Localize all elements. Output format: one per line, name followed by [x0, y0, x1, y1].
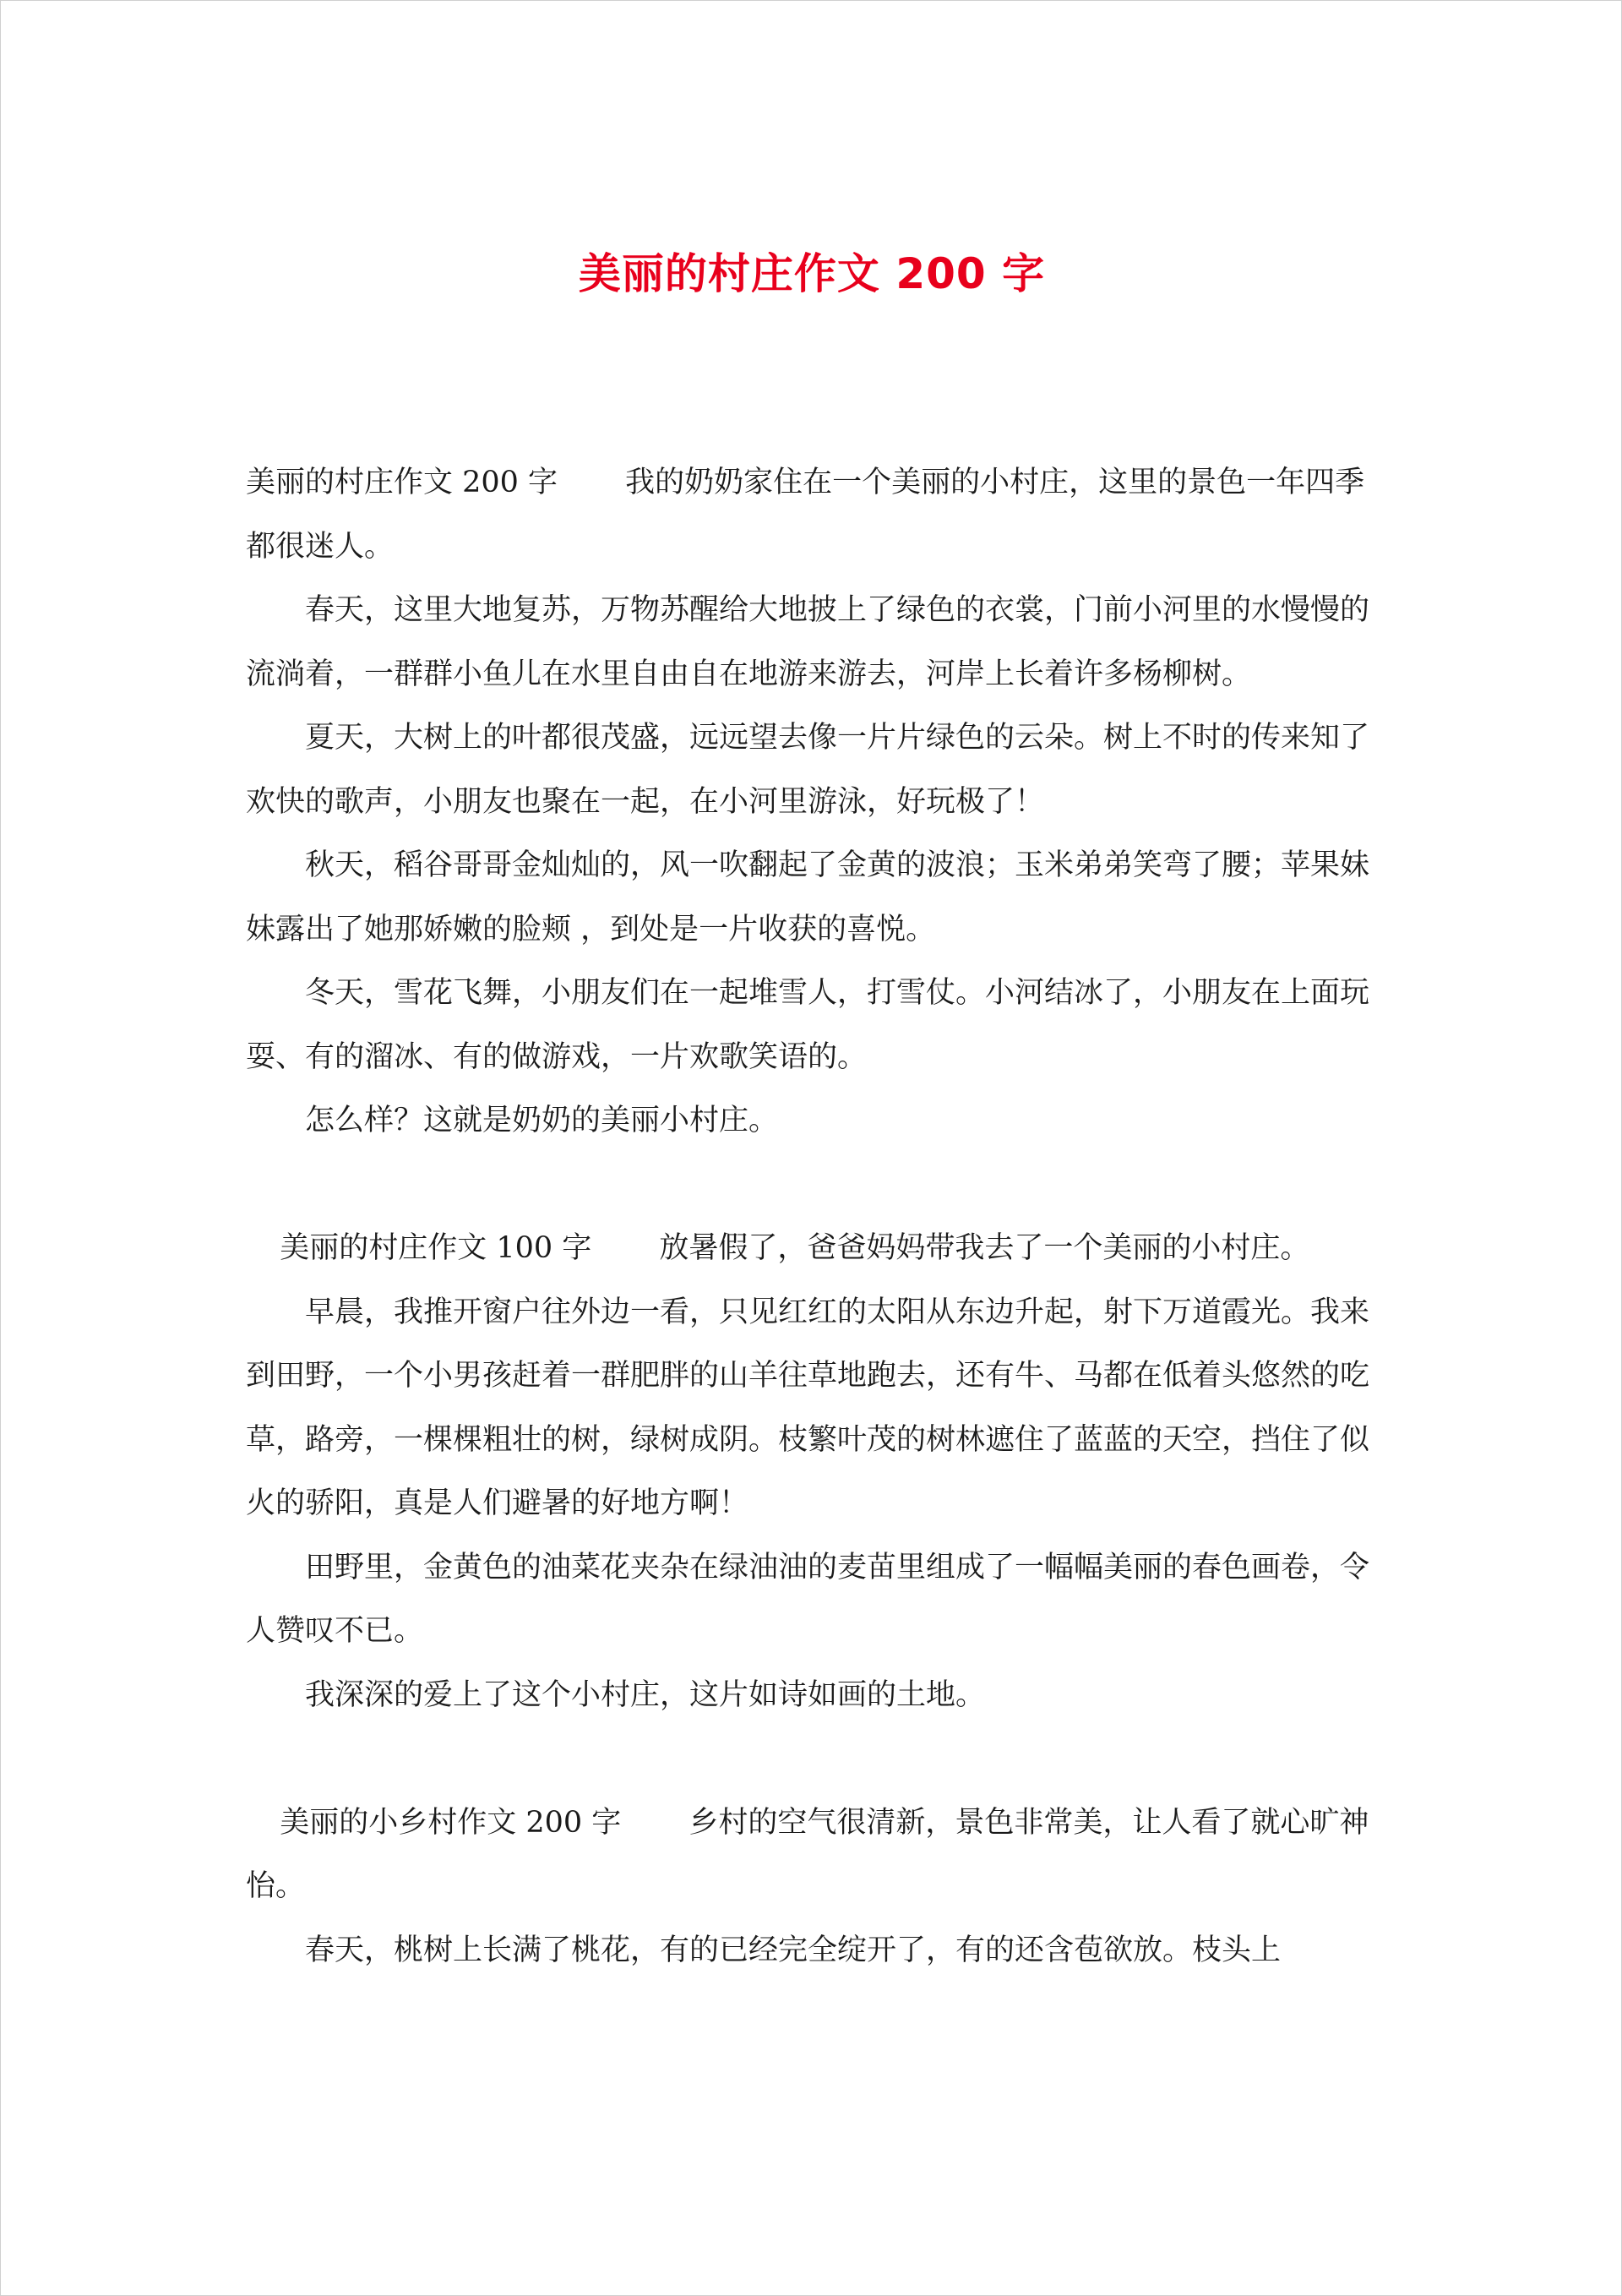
essay-3-paragraph: 春天，桃树上长满了桃花，有的已经完全绽开了，有的还含苞欲放。枝头上 [305, 1933, 1282, 1967]
essay-2-paragraph: 早晨，我推开窗户往外边一看，只见红红的太阳从东边升起，射下万道霞光。我来到田野，一个小男孩赶着一群肥胖的山羊往草地跑去，还有牛、马都在低着头悠然的吃草，路旁，一棵棵粗壮的树，绿树成阴。枝繁叶茂的树林遮住了蓝蓝的天空，挡住了似火的骄阳，真是人们避暑的好地方啊！ [246, 1295, 1370, 1520]
section-gap [246, 1153, 1378, 1218]
document-body [246, 451, 1378, 1982]
essay-2-heading: 美丽的村庄作文 100 字 [280, 1231, 592, 1265]
essay-1-intro: 我的奶奶家住在一个美丽的小村庄，这里的景色一年四季都很迷人。 [246, 466, 1365, 564]
essay-3-heading: 美丽的小乡村作文 200 字 [280, 1805, 622, 1840]
section-gap [246, 1727, 1378, 1792]
essay-2-paragraph: 田野里，金黄色的油菜花夹杂在绿油油的麦苗里组成了一幅幅美丽的春色画卷，令人赞叹不已。 [246, 1550, 1370, 1648]
essay-3-lead [246, 1792, 1378, 1919]
essay-1-paragraph: 夏天，大树上的叶都很茂盛，远远望去像一片片绿色的云朵。树上不时的传来知了欢快的歌声，小朋友也聚在一起，在小河里游泳，好玩极了！ [246, 721, 1370, 819]
document-title: 美丽的村庄作文 200 字 [578, 249, 1046, 298]
essay-1-lead [246, 451, 1378, 579]
essay-2-intro: 放暑假了，爸爸妈妈带我去了一个美丽的小村庄。 [659, 1231, 1310, 1265]
essay-1-heading: 美丽的村庄作文 200 字 [246, 466, 558, 499]
essay-2-lead [246, 1217, 1378, 1281]
essay-1-paragraph: 秋天，稻谷哥哥金灿灿的，风一吹翻起了金黄的波浪；玉米弟弟笑弯了腰；苹果妹妹露出了她那娇嫩的脸颊 ，到处是一片收获的喜悦。 [246, 848, 1370, 946]
essay-1-paragraph: 冬天，雪花飞舞，小朋友们在一起堆雪人，打雪仗。小河结冰了，小朋友在上面玩耍、有的溜冰、有的做游戏，一片欢歌笑语的。 [246, 976, 1370, 1074]
essay-3-intro: 乡村的空气很清新，景色非常美，让人看了就心旷神怡。 [246, 1805, 1369, 1903]
essay-1-paragraph: 春天，这里大地复苏，万物苏醒给大地披上了绿色的衣裳，门前小河里的水慢慢的流淌着，一群群小鱼儿在水里自由自在地游来游去，河岸上长着许多杨柳树。 [246, 593, 1370, 691]
essay-1-paragraph: 怎么样？这就是奶奶的美丽小村庄。 [305, 1104, 779, 1137]
essay-2-paragraph: 我深深的爱上了这个小村庄，这片如诗如画的土地。 [305, 1677, 986, 1712]
